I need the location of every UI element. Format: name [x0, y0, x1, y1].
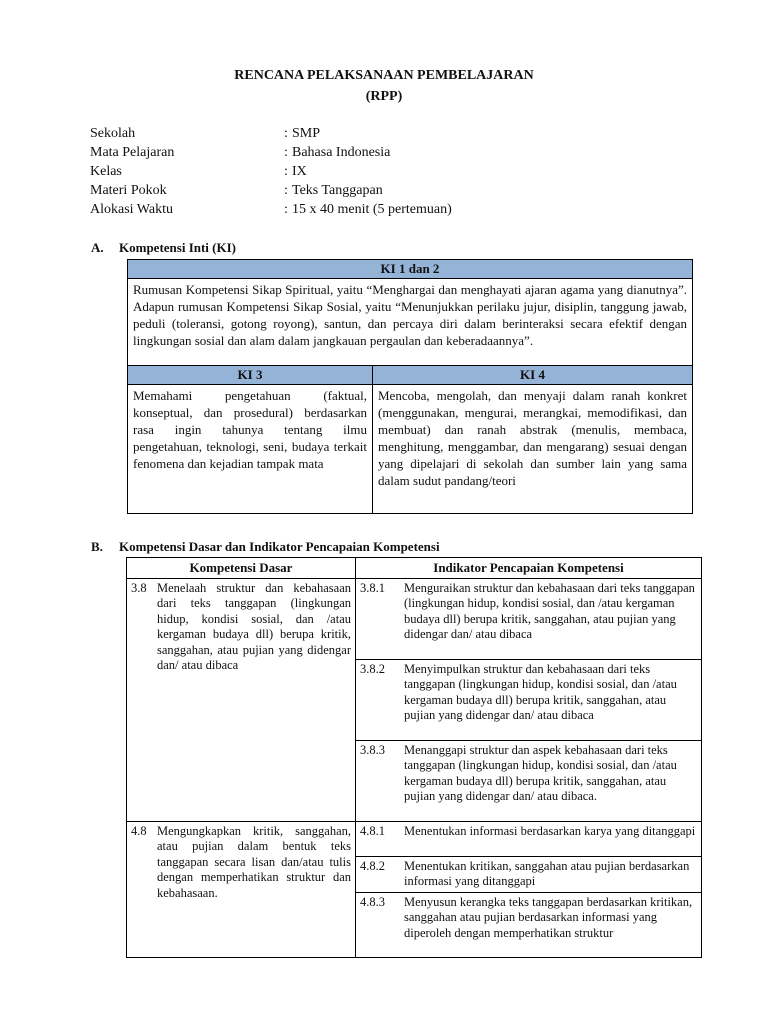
info-value: IX	[292, 164, 307, 179]
info-row-time	[90, 202, 690, 221]
info-colon: :	[284, 145, 288, 160]
section-b-heading	[91, 539, 691, 557]
indicator-text: Menentukan kritikan, sanggahan atau pujian berdasarkan informasi yang ditanggapi	[404, 858, 690, 888]
basic-competency-table	[126, 557, 702, 958]
indicator-text: Menanggapi struktur dan aspek kebahasaan dari teks tanggapan (lingkungan hidup, kondisi sosial, dan /atau kergaman budaya dll) berupa kritik, sanggahan, atau pujian yang didengar dan/ atau dibaca.	[404, 742, 677, 803]
info-label: Sekolah	[90, 126, 136, 141]
indicator-text: Menyimpulkan struktur dan kebahasaan dari teks tanggapan (lingkungan hidup, kondisi sosial, dan /atau kergaman budaya dll) berupa kritik, sanggahan, atau pujian yang didengar dan/ atau dibaca	[404, 661, 677, 722]
indicator-code: 3.8.2	[360, 661, 385, 676]
document-subtitle: (RPP)	[365, 89, 403, 104]
kd-cell-4-8	[127, 821, 356, 957]
indicator-text: Menyusun kerangka teks tanggapan berdasarkan kritikan, sanggahan atau pujian berdasarkan informasi yang diperoleh dengan memperhatikan struktur	[404, 894, 693, 940]
info-row-topic	[90, 183, 690, 202]
ki12-text: Rumusan Kompetensi Sikap Spiritual, yaitu “Menghargai dan menghayati ajaran agama yang dianutnya”. Adapun rumusan Kompetensi Sikap Sosial, yaitu “Menunjukkan perilaku jujur, disiplin, tanggung jawab, peduli (toleransi, gotong royong), santun, dan percaya diri dalam berinteraksi secara efektif dengan lingkungan sosial dan alam dalam jangkauan pergaulan dan keberadaannya”.	[128, 279, 693, 366]
section-number: A.	[91, 240, 104, 255]
indicator-column-header: Indikator Pencapaian Kompetensi	[356, 558, 702, 579]
section-a-heading	[91, 240, 691, 258]
info-label: Mata Pelajaran	[90, 145, 175, 160]
ki4-text: Mencoba, mengolah, dan menyaji dalam ranah konkret (menggunakan, mengurai, merangkai, memodifikasi, dan membuat) dan ranah abstrak (menulis, membaca, menghitung, menggambar, dan mengarang) sesuai dengan yang dipelajari di sekolah dan sumber lain yang sama dalam sudut pandang/teori	[373, 385, 693, 514]
document-title: RENCANA PELAKSANAAN PEMBELAJARAN	[234, 68, 534, 83]
indicator-cell	[356, 740, 702, 821]
ki12-header: KI 1 dan 2	[128, 260, 693, 279]
indicator-cell	[356, 659, 702, 740]
kd-text: Mengungkapkan kritik, sanggahan, atau pujian dalam bentuk teks tanggapan secara lisan dan/atau tulis dengan memperhatikan struktur dan kebahasaan.	[157, 823, 351, 900]
indicator-cell	[356, 892, 702, 957]
kd-code: 4.8	[131, 823, 147, 838]
kd-cell-3-8	[127, 578, 356, 821]
ki4-header: KI 4	[373, 366, 693, 385]
info-colon: :	[284, 164, 288, 179]
indicator-code: 4.8.2	[360, 858, 385, 873]
info-label: Materi Pokok	[90, 183, 167, 198]
indicator-code: 4.8.1	[360, 823, 385, 838]
indicator-cell	[356, 856, 702, 892]
kd-code: 3.8	[131, 580, 147, 595]
indicator-cell	[356, 821, 702, 856]
section-number: B.	[91, 539, 103, 554]
info-row-subject	[90, 145, 690, 164]
indicator-cell	[356, 578, 702, 659]
info-colon: :	[284, 202, 288, 217]
indicator-code: 3.8.3	[360, 742, 385, 757]
ki3-header: KI 3	[128, 366, 373, 385]
section-title: Kompetensi Dasar dan Indikator Pencapaian Kompetensi	[119, 539, 440, 554]
info-value: Bahasa Indonesia	[292, 145, 391, 160]
info-value: 15 x 40 menit (5 pertemuan)	[292, 202, 452, 217]
info-value: SMP	[292, 126, 321, 141]
indicator-text: Menentukan informasi berdasarkan karya yang ditanggapi	[404, 823, 696, 838]
indicator-code: 4.8.3	[360, 894, 385, 909]
info-colon: :	[284, 183, 288, 198]
info-row-class	[90, 164, 690, 183]
info-value: Teks Tanggapan	[292, 183, 383, 198]
info-colon: :	[284, 126, 288, 141]
indicator-text: Menguraikan struktur dan kebahasaan dari teks tanggapan (lingkungan hidup, kondisi sosial, dan /atau kergaman budaya dll) berupa kritik, sanggahan, atau pujian yang didengar dan/ atau dibaca	[404, 580, 695, 641]
info-label: Kelas	[90, 164, 122, 179]
info-label: Alokasi Waktu	[90, 202, 173, 217]
section-title: Kompetensi Inti (KI)	[119, 240, 236, 255]
kd-text: Menelaah struktur dan kebahasaan dari teks tanggapan (lingkungan hidup, kondisi sosial, dan /atau kergaman budaya dll) berupa kritik, sanggahan, atau pujian yang didengar dan/ atau dibaca	[157, 580, 351, 672]
core-competency-table	[127, 259, 693, 514]
kd-column-header: Kompetensi Dasar	[127, 558, 356, 579]
indicator-code: 3.8.1	[360, 580, 385, 595]
info-row-school	[90, 126, 690, 145]
ki3-text: Memahami pengetahuan (faktual, konseptual, dan prosedural) berdasarkan rasa ingin tahunya tentang ilmu pengetahuan, teknologi, seni, budaya terkait fenomena dan kejadian tampak mata	[128, 385, 373, 514]
